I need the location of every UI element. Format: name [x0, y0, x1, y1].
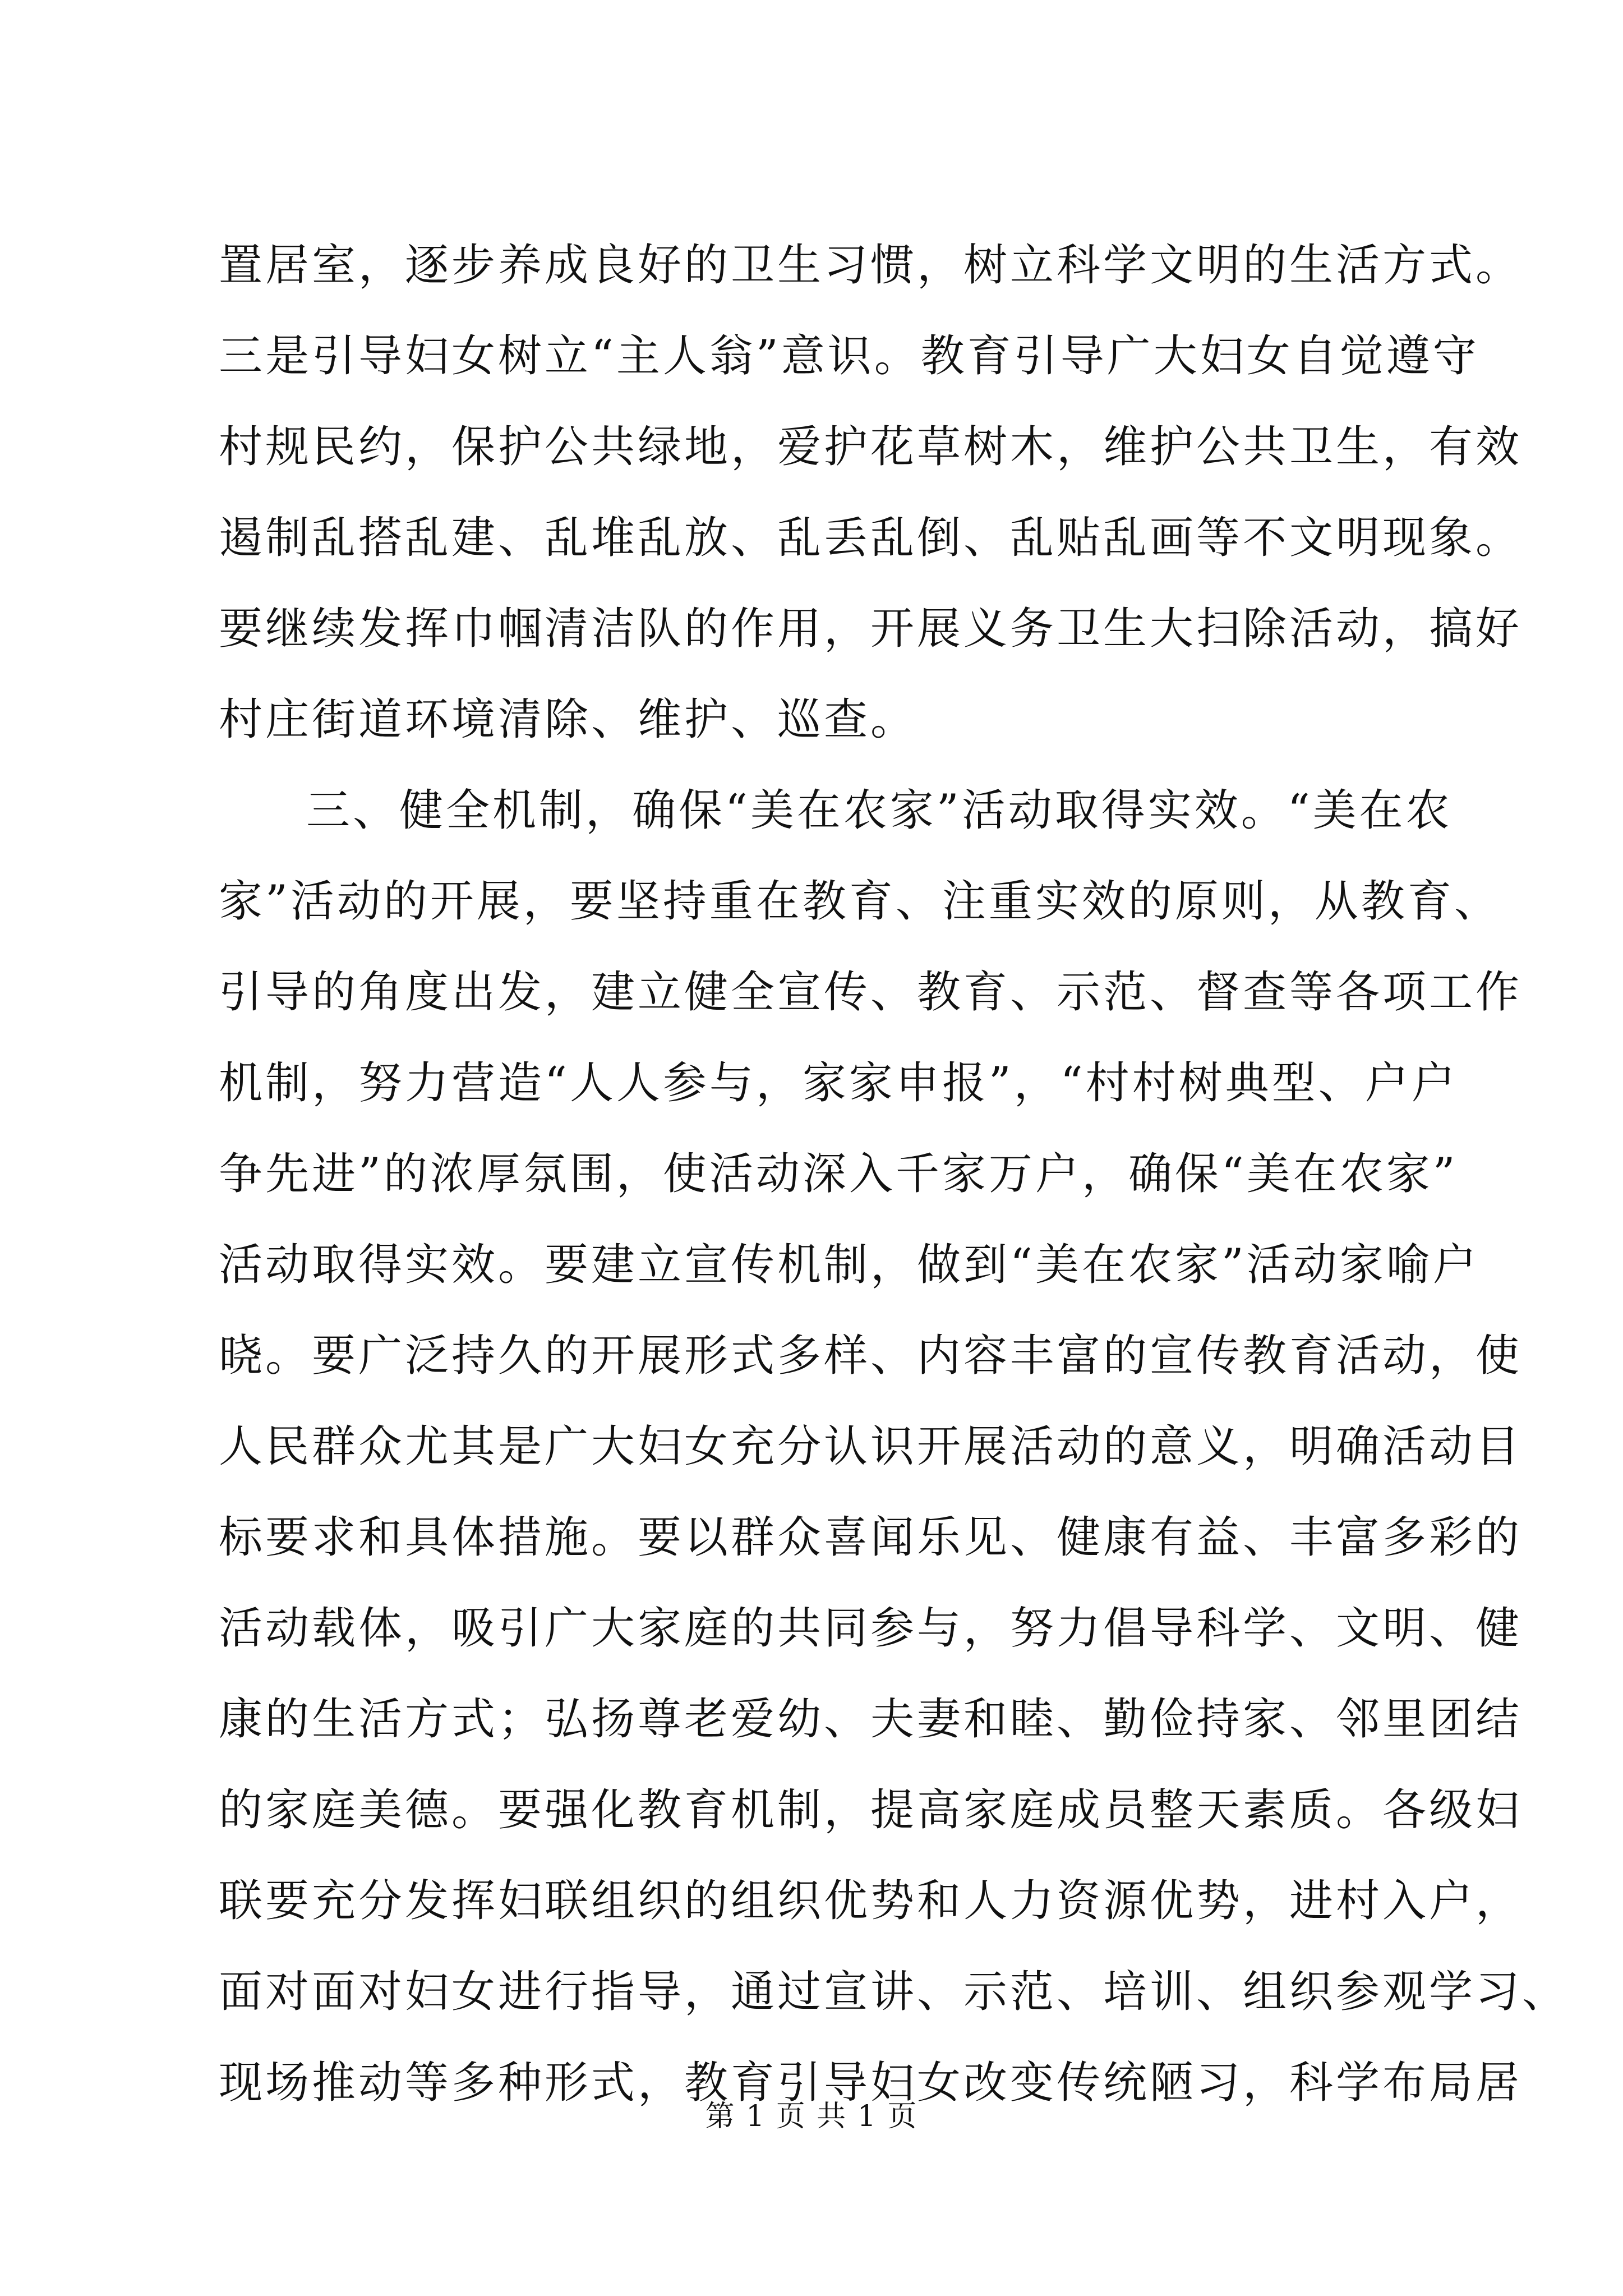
body-line: 争先进”的浓厚氛围，使活动深入千家万户，确保“美在农家” — [219, 1149, 1458, 1199]
body-line: 联要充分发挥妇联组织的组织优势和人力资源优势，进村入户， — [219, 1876, 1523, 1926]
body-line: 康的生活方式；弘扬尊老爱幼、夫妻和睦、勤俭持家、邻里团结 — [219, 1694, 1523, 1745]
body-line: 置居室，逐步养成良好的卫生习惯，树立科学文明的生活方式。 — [219, 240, 1523, 291]
body-line: 标要求和具体措施。要以群众喜闻乐见、健康有益、丰富多彩的 — [219, 1512, 1523, 1563]
body-line: 机制，努力营造“人人参与，家家申报”，“村村树典型、户户 — [219, 1058, 1458, 1108]
body-line: 家”活动的开展，要坚持重在教育、注重实效的原则，从教育、 — [219, 876, 1501, 927]
page-footer: 第 1 页 共 1 页 — [705, 2100, 918, 2133]
section-heading-line: 三、健全机制，确保“美在农家”活动取得实效。“美在农 — [306, 785, 1453, 836]
body-line: 村规民约，保护公共绿地，爱护花草树木，维护公共卫生，有效 — [219, 422, 1523, 472]
document-body — [219, 220, 1569, 2128]
body-line: 面对面对妇女进行指导，通过宣讲、示范、培训、组织参观学习、 — [219, 1967, 1569, 2017]
body-line: 人民群众尤其是广大妇女充分认识开展活动的意义，明确活动目 — [219, 1421, 1523, 1472]
body-line: 的家庭美德。要强化教育机制，提高家庭成员整天素质。各级妇 — [219, 1785, 1523, 1835]
body-line: 遏制乱搭乱建、乱堆乱放、乱丢乱倒、乱贴乱画等不文明现象。 — [219, 513, 1523, 563]
body-line: 三是引导妇女树立“主人翁”意识。教育引导广大妇女自觉遵守 — [219, 331, 1479, 381]
body-line: 要继续发挥巾帼清洁队的作用，开展义务卫生大扫除活动，搞好 — [219, 604, 1523, 654]
body-line: 引导的角度出发，建立健全宣传、教育、示范、督查等各项工作 — [219, 967, 1523, 1018]
body-line: 现场推动等多种形式，教育引导妇女改变传统陋习，科学布局居 — [219, 2058, 1523, 2108]
body-line: 活动载体，吸引广大家庭的共同参与，努力倡导科学、文明、健 — [219, 1603, 1523, 1654]
body-line: 晓。要广泛持久的开展形式多样、内容丰富的宣传教育活动，使 — [219, 1331, 1523, 1381]
body-line: 村庄街道环境清除、维护、巡查。 — [219, 694, 917, 745]
body-line: 活动取得实效。要建立宣传机制，做到“美在农家”活动家喻户 — [219, 1240, 1479, 1290]
